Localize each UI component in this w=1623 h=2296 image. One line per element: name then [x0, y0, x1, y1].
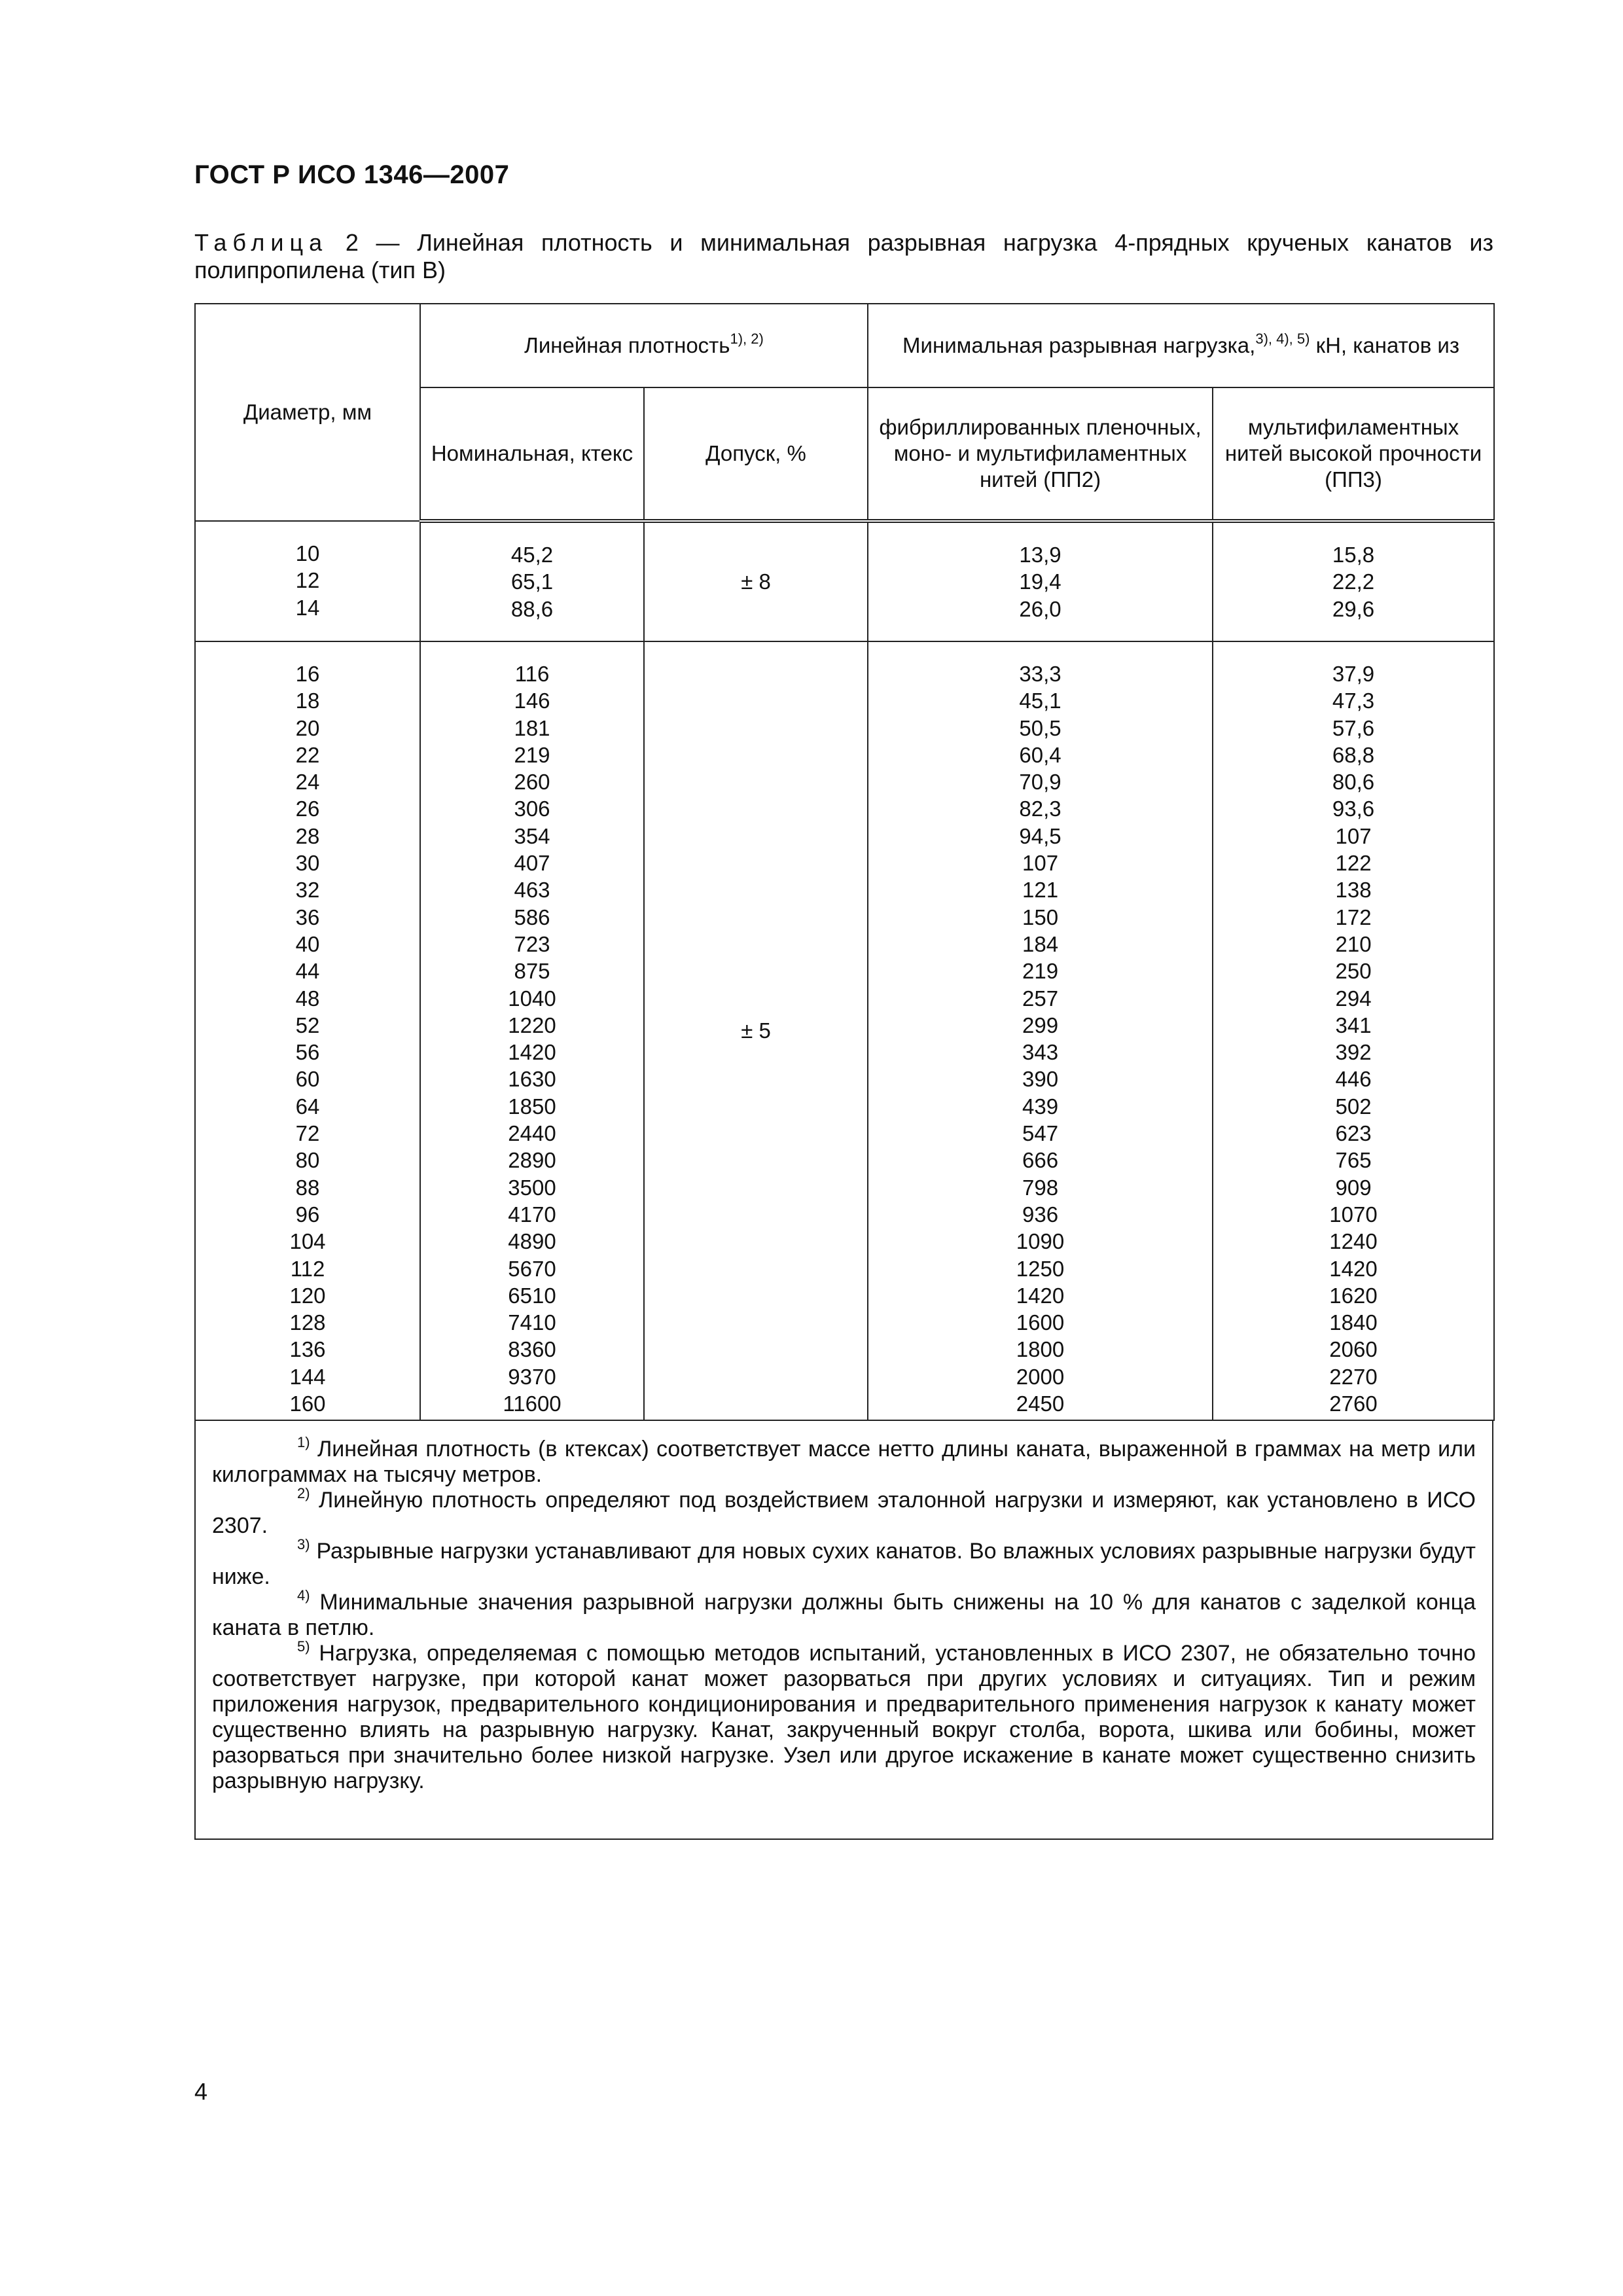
table-cell-value: 88,6	[510, 596, 554, 621]
table-cell-value: 1250	[1016, 1256, 1065, 1281]
table-cell-value: 463	[514, 878, 550, 903]
table-cell-value: 93,6	[1332, 797, 1375, 821]
footnote-text: Линейная плотность (в ктексах) соответствует массе нетто длины каната, выраженной в граммах на метр или килограммах на тысячу метров.	[212, 1437, 1476, 1487]
table-cell-value: 37,9	[1332, 662, 1375, 686]
table-cell-value: 1070	[1329, 1202, 1378, 1227]
footnote-4	[212, 1587, 1476, 1641]
min-breaking-load-header	[868, 304, 1494, 387]
linear-density-label: Линейная плотность	[524, 333, 730, 357]
table-cell-value: 875	[514, 959, 550, 984]
table-cell-value: 210	[1335, 931, 1372, 956]
table-cell-value: 343	[1022, 1040, 1059, 1065]
footnote-ref: 5)	[297, 1638, 310, 1655]
table-cell-value: 65,1	[510, 569, 554, 594]
diameter-header-label: Диаметр, мм	[243, 400, 372, 424]
table-cell-value: 390	[1022, 1067, 1059, 1092]
table-cell-value: 57,6	[1332, 715, 1375, 740]
footnote-3	[212, 1536, 1476, 1590]
footnote-ref: 1)	[297, 1434, 310, 1450]
table-cell-value: 48	[295, 986, 320, 1011]
table-cell-value: 1220	[508, 1013, 556, 1037]
document-code: ГОСТ Р ИСО 1346—2007	[194, 160, 510, 189]
table-cell-value: 64	[295, 1094, 320, 1119]
table-cell-value: 798	[1022, 1175, 1059, 1200]
tolerance-cell: ± 5	[644, 641, 868, 1420]
table-cell-value: 250	[1335, 959, 1372, 984]
table-cell-value: 10	[295, 541, 320, 565]
table-cell-value: 40	[295, 931, 320, 956]
table-cell-value: 1850	[508, 1094, 556, 1119]
table-cell-value: 294	[1335, 986, 1372, 1011]
table-cell-value: 260	[514, 770, 550, 795]
table-cell-value: 765	[1335, 1148, 1372, 1173]
tolerance-cell: ± 8	[644, 521, 868, 641]
table-cell-value: 18	[295, 689, 320, 713]
table-cell-value: 12	[295, 568, 320, 593]
footnote-text: Минимальные значения разрывной нагрузки должны быть снижены на 10 % для канатов с заделкой конца каната в петлю.	[212, 1590, 1476, 1640]
table-cell-value: 299	[1022, 1013, 1059, 1037]
page-number: 4	[194, 2078, 208, 2105]
table-cell-value: 2890	[508, 1148, 556, 1173]
table-cell-value: 446	[1335, 1067, 1372, 1092]
table-cell-value: 138	[1335, 878, 1372, 903]
nominal-column	[420, 521, 644, 641]
table-cell-value: 128	[289, 1310, 326, 1335]
table-cell-value: 2270	[1329, 1364, 1378, 1389]
table-cell-value: 80,6	[1332, 770, 1375, 795]
table-cell-value: 219	[1022, 959, 1059, 984]
rope-table-container	[194, 303, 1493, 1840]
table-cell-value: 1420	[508, 1040, 556, 1065]
table-cell-value: 22	[295, 742, 320, 767]
nominal-column	[420, 641, 644, 1420]
table-cell-value: 70,9	[1019, 770, 1061, 795]
diameter-column	[195, 521, 420, 641]
table-cell-value: 2060	[1329, 1337, 1378, 1362]
table-cell-value: 1840	[1329, 1310, 1378, 1335]
table-caption-text: — Линейная плотность и минимальная разрывная нагрузка 4-прядных крученых канатов из полипропилена (тип В)	[194, 229, 1493, 283]
table-cell-value: 116	[514, 662, 550, 686]
table-cell-value: 936	[1022, 1202, 1059, 1227]
table-cell-value: 33,3	[1019, 662, 1061, 686]
table-cell-value: 13,9	[1019, 543, 1061, 567]
diameter-column	[195, 641, 420, 1420]
footnote-text: Линейную плотность определяют под воздействием эталонной нагрузки и измеряют, как установлено в ИСО 2307.	[212, 1488, 1476, 1538]
table-cell-value: 184	[1022, 931, 1059, 956]
table-cell-value: 11600	[503, 1391, 562, 1416]
min-load-label: Минимальная разрывная нагрузка,	[902, 333, 1256, 357]
table-cell-value: 144	[289, 1364, 326, 1389]
table-cell-value: 623	[1335, 1121, 1372, 1146]
pp3-column	[1213, 521, 1494, 641]
table-cell-value: 44	[295, 959, 320, 984]
nominal-header: Номинальная, ктекс	[420, 387, 644, 521]
table-cell-value: 52	[295, 1013, 320, 1037]
table-cell-value: 1240	[1329, 1229, 1378, 1254]
table-cell-value: 909	[1335, 1175, 1372, 1200]
table-cell-value: 407	[514, 851, 550, 876]
table-cell-value: 1420	[1329, 1256, 1378, 1281]
tolerance-header: Допуск, %	[644, 387, 868, 521]
pp2-column	[868, 641, 1213, 1420]
pp3-header: мультифиламентных нитей высокой прочности (ПП3)	[1213, 387, 1494, 521]
rope-properties-table	[194, 303, 1495, 1421]
footnote-ref: 3)	[297, 1536, 310, 1552]
table-cell-value: 1090	[1016, 1229, 1065, 1254]
table-cell-value: 392	[1335, 1040, 1372, 1065]
linear-density-header	[420, 304, 868, 387]
table-cell-value: 306	[514, 797, 550, 821]
table-cell-value: 354	[514, 823, 550, 848]
table-cell-value: 341	[1335, 1013, 1372, 1037]
table-cell-value: 1620	[1329, 1283, 1378, 1308]
table-cell-value: 80	[295, 1148, 320, 1173]
table-cell-value: 5670	[508, 1256, 556, 1281]
table-cell-value: 121	[1022, 878, 1059, 903]
linear-density-footnote-refs: 1), 2)	[730, 331, 764, 347]
table-cell-value: 15,8	[1332, 543, 1375, 567]
table-cell-value: 22,2	[1332, 569, 1375, 594]
footnote-text: Нагрузка, определяемая с помощью методов испытаний, установленных в ИСО 2307, не обязательно точно соответствует нагрузке, при которой канат может разорваться при других условиях и ситуациях. Тип и режим приложения нагрузок, предварительного кондиционирования и предварительного применения нагрузок к канату может существенно влиять на разрывную нагрузку. Канат, закрученный вокруг столба, ворота, шкива или бобины, может разорваться при значительно более низкой нагрузке. Узел или другое искажение в канате может существенно снизить разрывную нагрузку.	[212, 1641, 1476, 1793]
table-cell-value: 160	[289, 1391, 326, 1416]
footnote-ref: 2)	[297, 1485, 310, 1501]
table-cell-value: 1040	[508, 986, 556, 1011]
table-cell-value: 120	[289, 1283, 326, 1308]
table-cell-value: 32	[295, 878, 320, 903]
table-cell-value: 1800	[1016, 1337, 1065, 1362]
table-cell-value: 181	[514, 715, 550, 740]
table-cell-value: 104	[289, 1229, 326, 1254]
table-cell-value: 72	[295, 1121, 320, 1146]
table-cell-value: 47,3	[1332, 689, 1375, 713]
table-caption-label: Таблица	[194, 229, 329, 256]
table-cell-value: 107	[1022, 851, 1059, 876]
table-caption-number: 2	[345, 229, 359, 256]
table-cell-value: 2760	[1329, 1391, 1378, 1416]
table-cell-value: 2440	[508, 1121, 556, 1146]
table-footnotes	[194, 1421, 1493, 1840]
table-cell-value: 1420	[1016, 1283, 1065, 1308]
table-cell-value: 56	[295, 1040, 320, 1065]
table-cell-value: 3500	[508, 1175, 556, 1200]
table-cell-value: 28	[295, 823, 320, 848]
table-cell-value: 82,3	[1019, 797, 1061, 821]
table-cell-value: 666	[1022, 1148, 1059, 1173]
min-load-unit: кН, канатов из	[1315, 333, 1459, 357]
table-cell-value: 723	[514, 931, 550, 956]
min-load-footnote-refs: 3), 4), 5)	[1255, 331, 1310, 347]
table-cell-value: 16	[295, 662, 320, 686]
table-cell-value: 1600	[1016, 1310, 1065, 1335]
table-cell-value: 60,4	[1019, 742, 1061, 767]
table-cell-value: 45,1	[1019, 689, 1061, 713]
table-cell-value: 2000	[1016, 1364, 1065, 1389]
table-cell-value: 19,4	[1019, 569, 1061, 594]
table-cell-value: 107	[1335, 823, 1372, 848]
footnote-ref: 4)	[297, 1587, 310, 1604]
table-row-group-tolerance-5	[195, 641, 1494, 1420]
footnote-5	[212, 1638, 1476, 1794]
table-cell-value: 122	[1335, 851, 1372, 876]
table-cell-value: 547	[1022, 1121, 1059, 1146]
table-cell-value: 439	[1022, 1094, 1059, 1119]
table-cell-value: 94,5	[1019, 823, 1061, 848]
table-cell-value: 257	[1022, 986, 1059, 1011]
table-cell-value: 502	[1335, 1094, 1372, 1119]
table-cell-value: 14	[295, 595, 320, 620]
table-cell-value: 36	[295, 905, 320, 929]
table-cell-value: 4170	[508, 1202, 556, 1227]
pp3-column	[1213, 641, 1494, 1420]
table-cell-value: 96	[295, 1202, 320, 1227]
table-cell-value: 1630	[508, 1067, 556, 1092]
table-cell-value: 20	[295, 715, 320, 740]
table-cell-value: 68,8	[1332, 742, 1375, 767]
table-cell-value: 60	[295, 1067, 320, 1092]
table-cell-value: 4890	[508, 1229, 556, 1254]
table-cell-value: 586	[514, 905, 550, 929]
table-cell-value: 150	[1022, 905, 1059, 929]
table-cell-value: 146	[514, 689, 550, 713]
table-cell-value: 219	[514, 742, 550, 767]
table-caption	[194, 229, 1493, 284]
table-cell-value: 9370	[508, 1364, 556, 1389]
table-cell-value: 30	[295, 851, 320, 876]
table-cell-value: 2450	[1016, 1391, 1065, 1416]
pp2-header: фибриллированных пленочных, моно- и мультифиламентных нитей (ПП2)	[868, 387, 1213, 521]
table-cell-value: 29,6	[1332, 596, 1375, 621]
table-cell-value: 24	[295, 770, 320, 795]
footnote-text: Разрывные нагрузки устанавливают для новых сухих канатов. Во влажных условиях разрывные нагрузки будут ниже.	[212, 1539, 1476, 1589]
table-cell-value: 45,2	[510, 543, 554, 567]
table-cell-value: 26	[295, 797, 320, 821]
table-cell-value: 50,5	[1019, 715, 1061, 740]
pp2-column	[868, 521, 1213, 641]
table-row-group-tolerance-8	[195, 521, 1494, 641]
diameter-header	[195, 304, 420, 521]
table-cell-value: 172	[1335, 905, 1372, 929]
footnote-1	[212, 1434, 1476, 1488]
table-cell-value: 112	[290, 1256, 325, 1281]
footnote-2	[212, 1485, 1476, 1539]
table-cell-value: 8360	[508, 1337, 556, 1362]
table-cell-value: 6510	[508, 1283, 556, 1308]
table-cell-value: 7410	[508, 1310, 556, 1335]
table-cell-value: 88	[295, 1175, 320, 1200]
table-cell-value: 136	[289, 1337, 326, 1362]
table-cell-value: 26,0	[1019, 596, 1061, 621]
